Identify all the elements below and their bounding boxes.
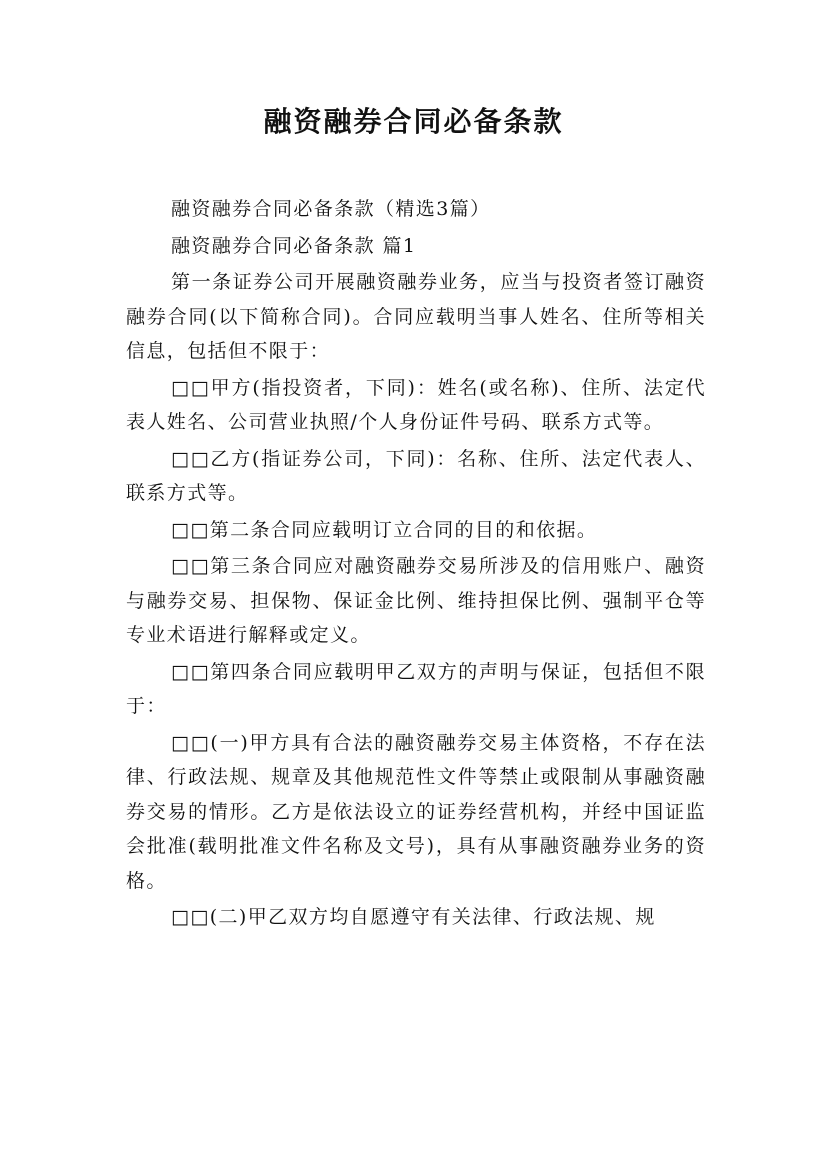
paragraph-article-1: 第一条证券公司开展融资融券业务，应当与投资者签订融资融券合同(以下简称合同)。合同应载明当事人姓名、住所等相关信息，包括但不限于： (126, 271, 706, 362)
paragraph-party-a: □□甲方(指投资者，下同)：姓名(或名称)、住所、法定代表人姓名、公司营业执照/个人身份证件号码、联系方式等。 (126, 376, 706, 433)
paragraph-clause-2: □□(二)甲乙双方均自愿遵守有关法律、行政法规、规 (171, 906, 656, 928)
paragraph-clause-1: □□(一)甲方具有合法的融资融券交易主体资格，不存在法律、行政法规、规章及其他规范性文件等禁止或限制从事融资融券交易的情形。乙方是依法设立的证券经营机构，并经中国证监会批准(载明批准文件名称及文号)，具有从事融资融券业务的资格。 (126, 731, 706, 892)
paragraph-party-b: □□乙方(指证券公司，下同)：名称、住所、法定代表人、联系方式等。 (126, 447, 706, 504)
document-title: 融资融券合同必备条款 (263, 105, 564, 138)
paragraph-article-4: □□第四条合同应载明甲乙双方的声明与保证，包括但不限于： (126, 660, 706, 717)
paragraph-article-3: □□第三条合同应对融资融券交易所涉及的信用账户、融资与融券交易、担保物、保证金比例、维持担保比例、强制平仓等专业术语进行解释或定义。 (126, 555, 706, 646)
paragraph-article-2: □□第二条合同应载明订立合同的目的和依据。 (171, 518, 598, 541)
paragraph-section-heading: 融资融券合同必备条款 篇1 (171, 234, 417, 257)
document-body (126, 192, 706, 937)
paragraph-subtitle: 融资融券合同必备条款（精选3篇） (171, 198, 491, 220)
